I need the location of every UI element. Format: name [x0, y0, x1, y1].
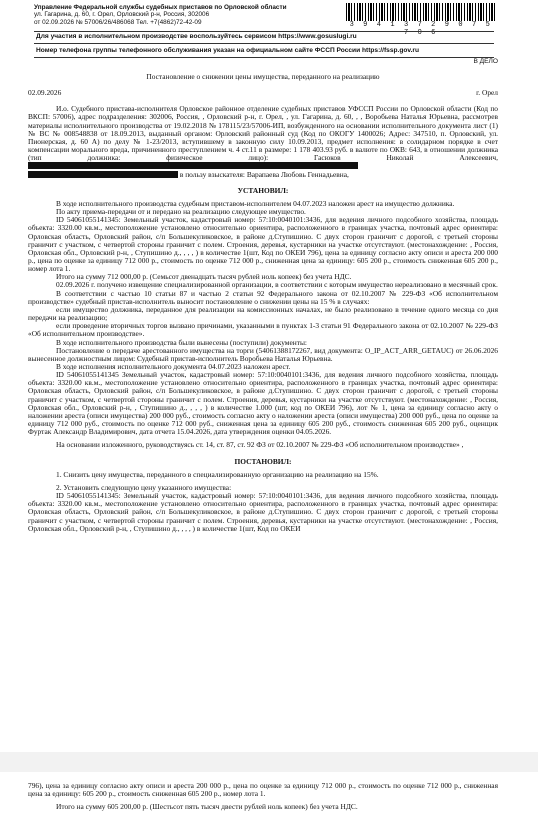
- next-page-text: [28, 782, 498, 811]
- intro-creditor: в пользу взыскателя: Варапаева Любовь Геннадьевна,: [28, 171, 498, 179]
- established-para: если имущество должника, переданное для реализации на комиссионных началах, не было реализовано в течение одного месяца со дня передачи на реализацию;: [28, 304, 498, 323]
- barcode-bars: [346, 3, 496, 21]
- divider: [34, 43, 494, 44]
- fssp-notice: Номер телефона группы телефонного обслуживания указан на официальном сайте ФССП России https://fssp.gov.ru: [36, 47, 419, 54]
- established-para: 02.09.2026 г. получено извещение специализированной организации, в соответствии с которым имущество нереализовано в месячный срок.: [56, 280, 498, 290]
- divider: [34, 31, 494, 32]
- established-para: ID 54061055141345 Земельный участок, кадастровый номер: 57:10:0040101:3436, для ведения личного подсобного хозяйства, площадь объекта: 3320.00 кв.м., местоположение установлено относительно ориентира, расположенного в границах участка, почтовый адрес ориентира: Орловская область, Орловский район, с/п Большекуликовское, в районе д.Ступишино. С двух сторон граничит с дорогой, с третьей стороны граничит с участком, с четвертой стороны граничит с полем. Строения, деревья, кустарники на участке отсутствуют. (местонахождение: , Россия, Орловская обл., Орловский р-н, , Ступишино д., , , , ) в количестве 1.000 (шт, код по ОКЕИ 796), лот № 1, цена за единицу согласно акту о наложении ареста (описи имущества) 200 000 руб., стоимость согласно акту о наложении ареста (описи имущества) 200 000 руб., цена по оценке за единицу 712 000 руб., стоимость по оценке 712 000 руб., сниженная цена за единицу 605 200 руб., стоимость сниженная 605 200 руб., оценщик Фуртак Александр Владимирович, дата отчета 15.04.2026, дата утверждения оценки 04.05.2026.: [28, 370, 498, 437]
- established-para: ID 54061055141345: Земельный участок, кадастровый номер: 57:10:0040101:3436, для ведения личного подсобного хозяйства, площадь объекта: 3320.00 кв.м., местоположение установлено относительно ориентира, расположенного в границах участка, почтовый адрес ориентира: Орловская область, Орловский район, с/п Большекуликовское, в районе д.Ступишино. С двух сторон граничит с дорогой, с третьей стороны граничит с участком, с четвертой стороны граничит с полем. Строения, деревья, кустарники на участке отсутствуют. (местонахождение: , Россия, Орловская обл., Орловский р-н, , Ступишино д., , , , ) в количестве 1(шт, Код по ОКЕИ 796), цена за единицу согласно акту описи и ареста 200 000 р., цена по оценке за единицу 712 000 р., стоимость по оценке 712 000 р., сниженная цена за единицу: 605 200 р., стоимость сниженная 605 200 р., номер лота 1.: [28, 215, 498, 274]
- date-row: [28, 89, 498, 97]
- established-para: По акту приема-передачи от и передано на реализацию следующее имущество.: [56, 207, 306, 217]
- resolved-item: 1. Снизить цену имущества, переданного в специализированную организацию на реализацию на 15%.: [56, 469, 379, 479]
- gosuslugi-notice: Для участия в исполнительном производстве воспользуйтесь сервисом https://www.gosuslugi.ru: [36, 33, 357, 40]
- established-para: В ходе исполнительного производства судебным приставом-исполнителем 04.07.2023 наложен арест на имущество должника.: [56, 198, 455, 208]
- redaction: [28, 171, 178, 178]
- resolved-item: 2. Установить следующую цену указанного имущества:: [56, 482, 232, 492]
- established-para: В ходе исполнения исполнительного документа 04.07.2023 наложен арест.: [56, 362, 291, 371]
- page-break: [0, 752, 538, 772]
- doc-ref-phone: от 02.09.2026 № 57006/26/486068 Тел. +7(4862)72-42-09: [34, 18, 202, 26]
- established-para: Итого на сумму 712 000,00 р. (Семьсот двенадцать тысяч рублей ноль копеек) без учета НДС.: [56, 272, 352, 282]
- intro-paragraph: И.о. Судебного пристава-исполнителя Орловское районное отделение судебных приставов УФССП России по Орловской области (Код по ВКСП: 57006), адрес подразделения: 302006, Россия, , Орловский р-н, г. Орел, , ул. Гагарина, д. 60, , , Воробьева Наталья Юрьевна, рассмотрев материалы исполнительного производства от 19.02.2018 № 178115/23/57006-ИП, возбужденного на основании исполнительного документа лист (1) № ВС № 008548838 от 18.09.2013, выданный органом: Орловский районный суд (Код по ОКОГУ 1400026; Адрес: 347510, п. Орловский, ул. Пионерская, д. 60 А) по делу № 1-23/2013, вступившему в законную силу 10.09.2013, предмет исполнения: в солидарном порядке в счет компенсации морального вреда, причиненного преступлением ч. 4 ст.11 в размере: 1 178 403.93 руб. в валюте по ОКВ: 643, в отношении должника (тип должника: физическое лицо): Гасюков Николай Алексеевич,: [28, 105, 498, 170]
- resolved-heading: ПОСТАНОВИЛ:: [234, 456, 292, 466]
- established-para: В соответствии с частью 10 статьи 87 и частью 2 статьи 92 Федерального закона от 02.10.2007 № 229-ФЗ «Об исполнительном производстве» судебный пристав-исполнитель выносит постановление о снижении цены на 15 % в случаях:: [28, 288, 498, 306]
- tail-para: Итого на сумму 605 200,00 р. (Шестьсот пять тысяч двести рублей ноль копеек) без учета НДС.: [56, 802, 358, 812]
- resolved-item: ID 54061055141345: Земельный участок, кадастровый номер: 57:10:0040101:3436, для ведения личного подсобного хозяйства, площадь объекта: 3320.00 кв.м., местоположение установлено относительно ориентира, расположенного в границах участка, почтовый адрес ориентира: Орловская область, Орловский район, с/п Большекуликовское, в районе д.Ступишино. С двух сторон граничит с дорогой, с третьей стороны граничит с участком, с четвертой стороны граничит с полем. Строения, деревья, кустарники на участке отсутствуют. (местонахождение: , Россия, Орловская обл., Орловский р-н, , Ступишино д., , , , ) в количестве 1(шт, Код по ОКЕИ: [28, 491, 498, 533]
- document-date: 02.09.2026: [28, 88, 62, 98]
- tail-para: 796), цена за единицу согласно акту описи и ареста 200 000 р., цена по оценке за единицу 712 000 р., стоимость по оценке 712 000 р., сниженная цена за единицу: 605 200 р., стоимость сниженная 605 200 р., номер лота 1.: [28, 781, 498, 799]
- redaction: [28, 162, 358, 169]
- established-para: В ходе исполнительного производства были вынесены (поступили) документы:: [56, 337, 307, 347]
- established-para: На основании изложенного, руководствуясь ст. 14, ст. 87, ст. 92 ФЗ от 02.10.2007 № 229-ФЗ «Об исполнительном производстве» ,: [56, 440, 464, 450]
- document-city: г. Орел: [476, 88, 498, 98]
- org-address: ул. Гагарина, д. 60, г. Орел, Орловский р-н, Россия, 302006: [34, 11, 210, 19]
- org-name: Управление Федеральной службы судебных приставов по Орловской области: [34, 4, 287, 11]
- barcode-number: 3 9 4 1 3 7 2 9 0 7 5 7 0 6: [349, 21, 493, 37]
- to-case-label: В ДЕЛО: [473, 58, 498, 65]
- document-body: [28, 65, 498, 533]
- established-heading: УСТАНОВИЛ:: [237, 185, 289, 195]
- document-title: Постановление о снижении цены имущества, переданного на реализацию: [146, 72, 380, 81]
- established-para: Постановление о передаче арестованного имущества на торги (54061388172267, вид документа: O_IP_ACT_ARR_GETAUC) от 26.06.2026 вынесенное должностным лицом: Судебный пристав-исполнитель Воробьева Наталья Юрьевна.: [28, 345, 498, 363]
- divider: [34, 57, 494, 58]
- established-para: если проведение вторичных торгов вызвано причинами, указанными в пунктах 1-3 статьи 91 Федерального закона от 02.10.2007 № 229-ФЗ «Об исполнительном производстве».: [28, 321, 498, 339]
- barcode: [346, 3, 496, 37]
